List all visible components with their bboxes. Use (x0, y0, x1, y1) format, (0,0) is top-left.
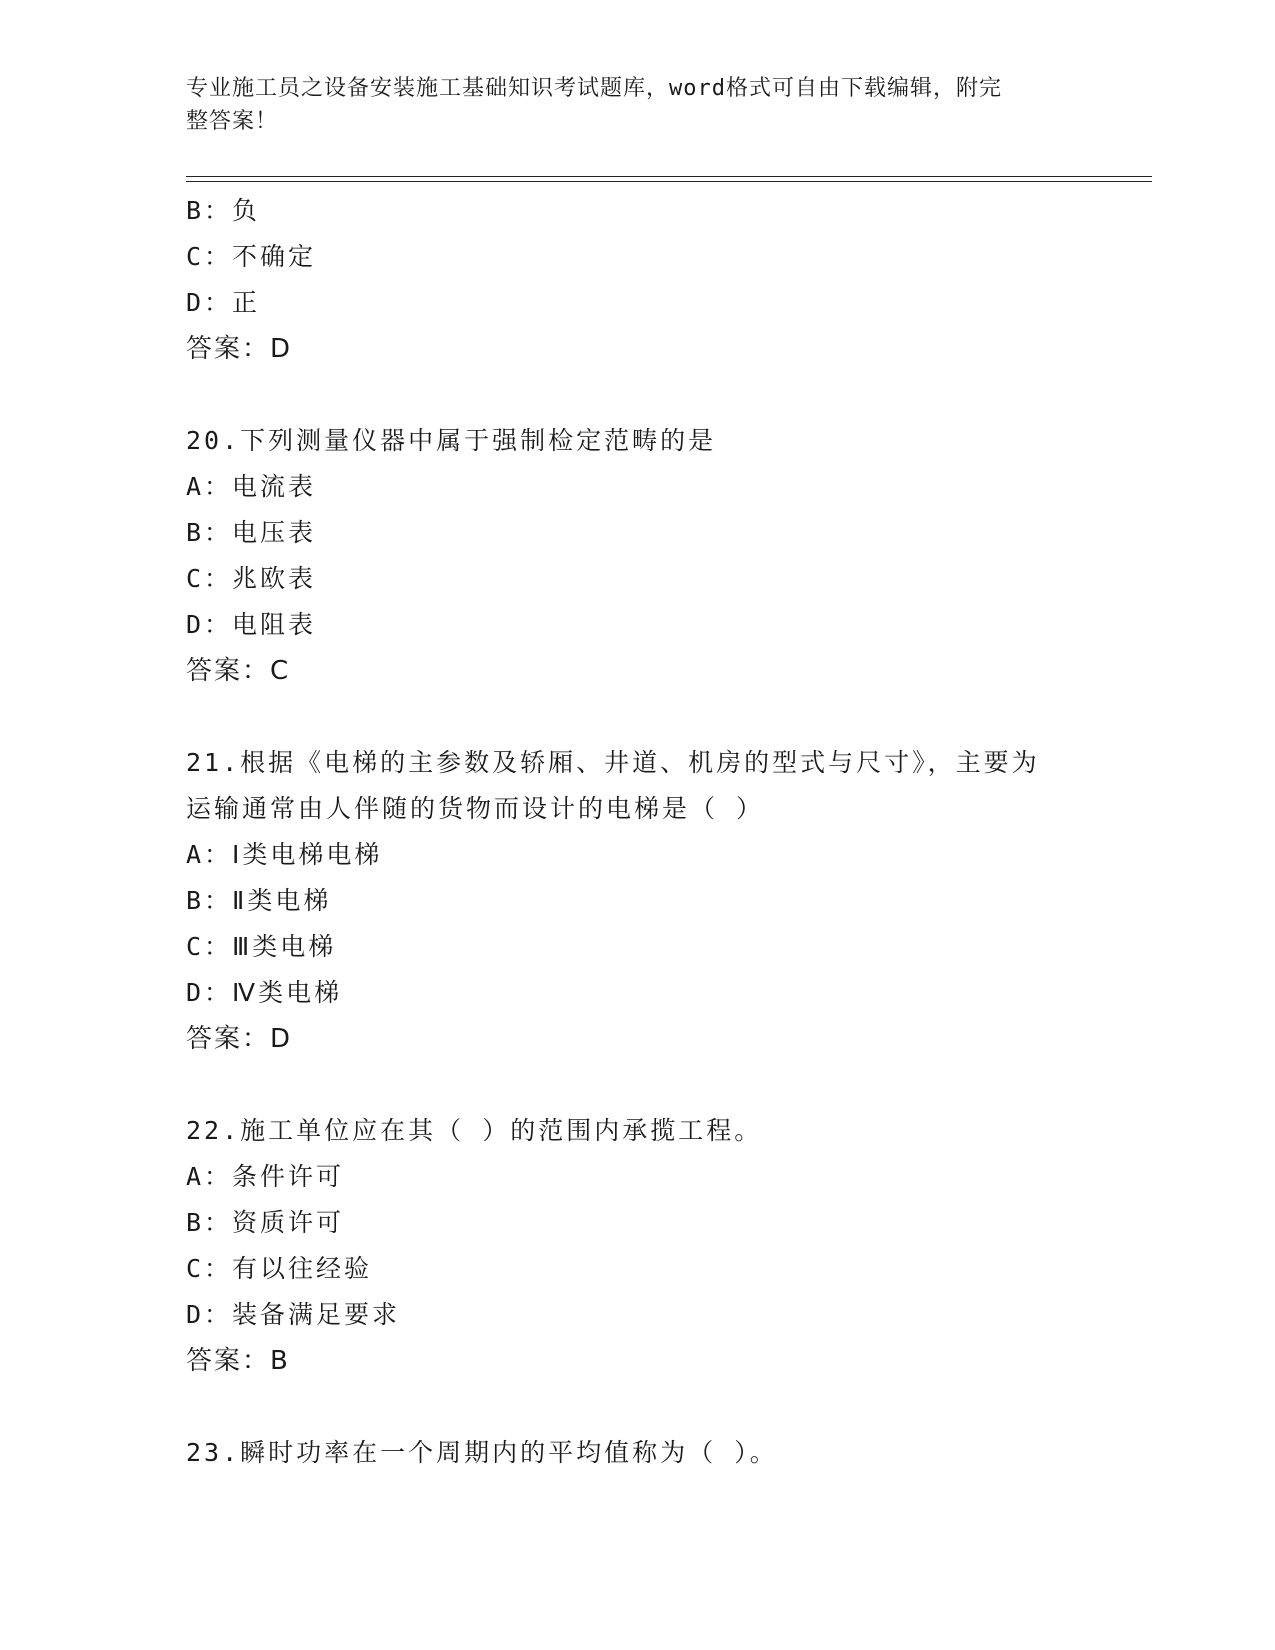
document-header (186, 72, 1066, 138)
question-20 (186, 418, 1086, 694)
question-21 (186, 740, 1086, 1062)
option-b: B：电压表 (186, 518, 317, 547)
question-stem-continued: 运输通常由人伴随的货物而设计的电梯是（ ） (186, 794, 765, 823)
answer-line: 答案：D (186, 1024, 293, 1054)
option-d: D：装备满足要求 (186, 1300, 401, 1329)
header-divider-top (186, 176, 1152, 177)
question-stem: 21.根据《电梯的主参数及轿厢、井道、机房的型式与尺寸》，主要为 (186, 748, 1040, 777)
option-d: D：正 (186, 288, 261, 317)
question-stem: 23.瞬时功率在一个周期内的平均值称为（ ）。 (186, 1438, 778, 1467)
answer-line: 答案：D (186, 334, 293, 364)
spacer (186, 694, 1086, 740)
question-stem: 20.下列测量仪器中属于强制检定范畴的是 (186, 426, 717, 455)
option-d: D：电阻表 (186, 610, 317, 639)
option-b: B：Ⅱ类电梯 (186, 886, 332, 915)
question-22 (186, 1108, 1086, 1384)
header-line-1: 专业施工员之设备安装施工基础知识考试题库，word格式可自由下载编辑，附完 (186, 76, 1002, 101)
answer-line: 答案：B (186, 1346, 290, 1376)
document-body (186, 188, 1086, 1476)
header-line-2: 整答案！ (186, 109, 279, 134)
option-b: B：资质许可 (186, 1208, 345, 1237)
spacer (186, 1384, 1086, 1430)
option-a: A：Ⅰ类电梯电梯 (186, 840, 383, 869)
question-stem: 22.施工单位应在其（ ）的范围内承揽工程。 (186, 1116, 763, 1145)
option-b: B：负 (186, 196, 261, 225)
option-c: C：兆欧表 (186, 564, 317, 593)
option-c: C：不确定 (186, 242, 317, 271)
option-a: A：条件许可 (186, 1162, 345, 1191)
question-23 (186, 1430, 1086, 1476)
option-a: A：电流表 (186, 472, 317, 501)
header-divider-bottom (186, 181, 1152, 182)
option-c: C：Ⅲ类电梯 (186, 932, 337, 961)
option-c: C：有以往经验 (186, 1254, 373, 1283)
spacer (186, 1062, 1086, 1108)
option-d: D：Ⅳ类电梯 (186, 978, 343, 1007)
spacer (186, 372, 1086, 418)
answer-line: 答案：C (186, 656, 291, 686)
partial-question (186, 188, 1086, 372)
